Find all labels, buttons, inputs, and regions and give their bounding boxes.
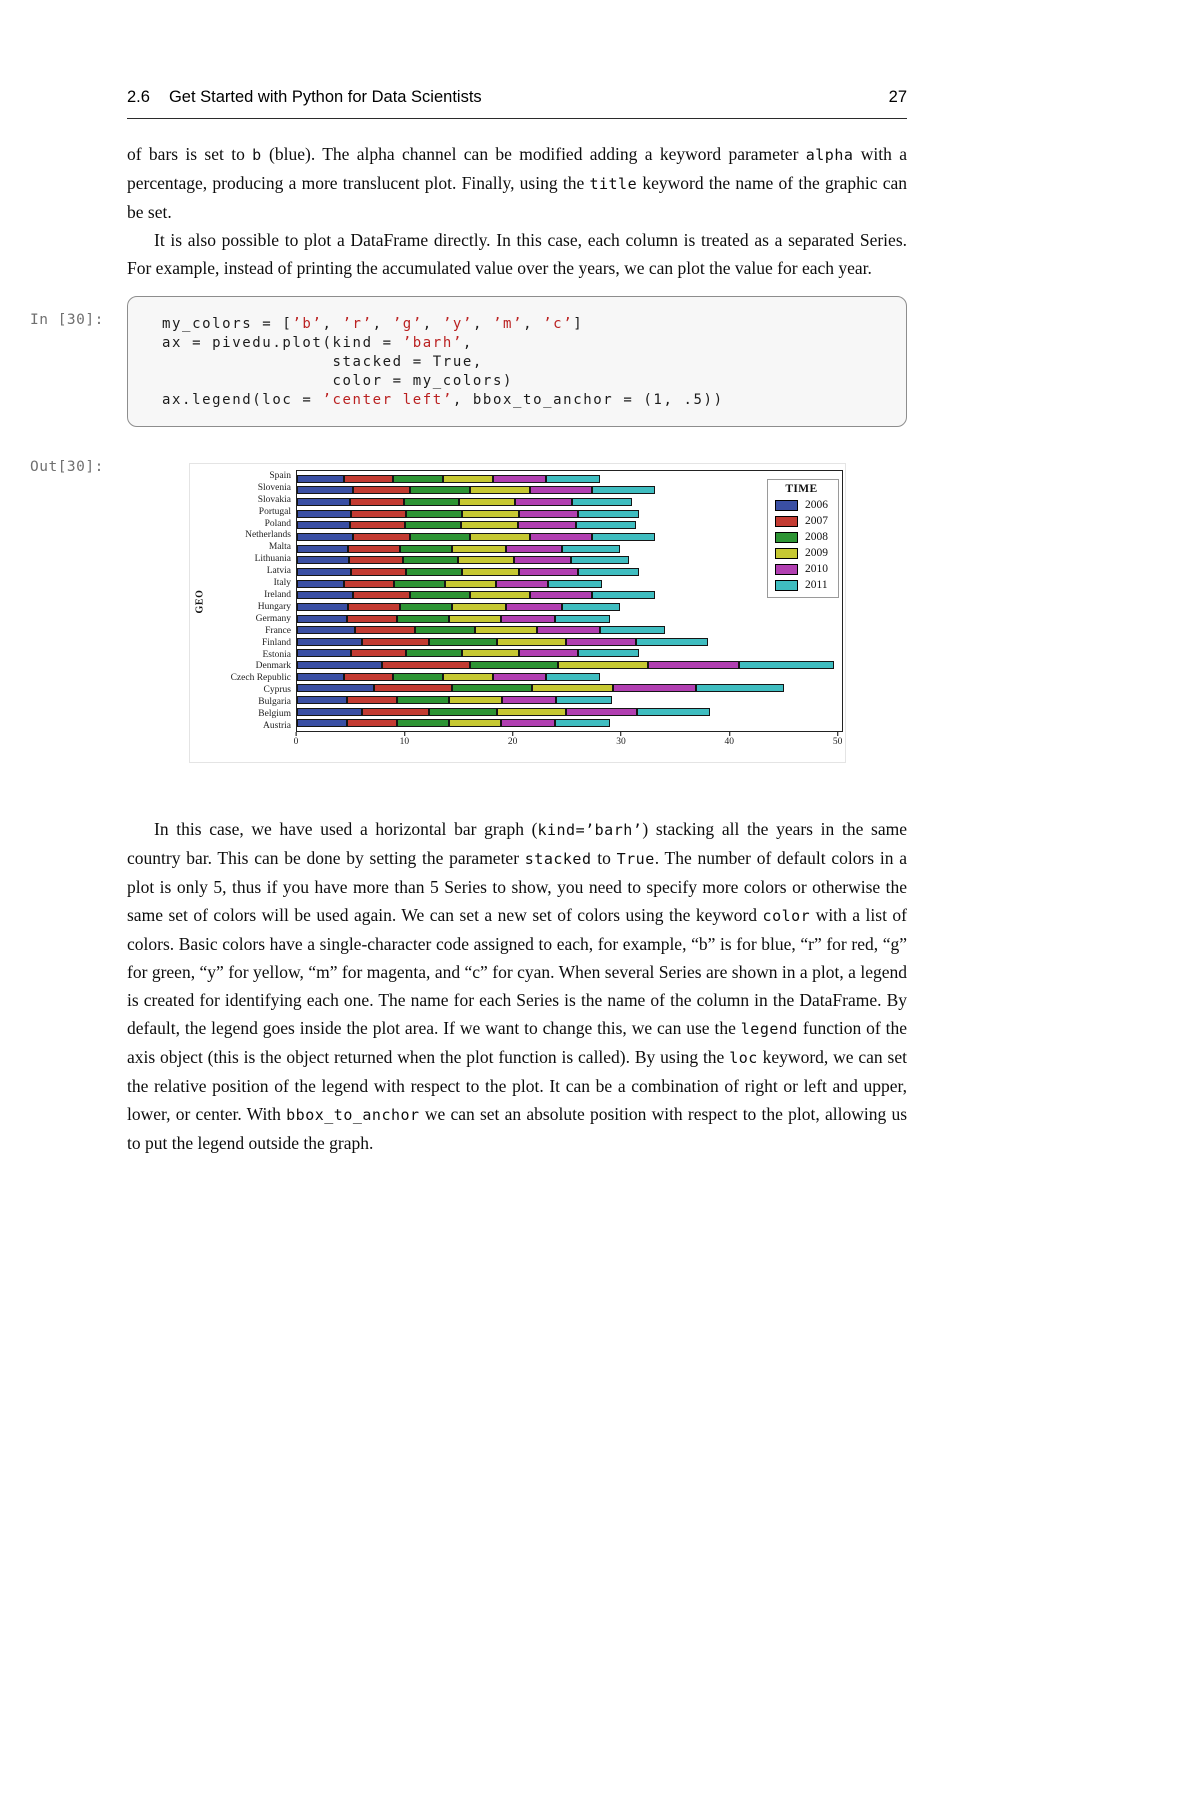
bar-segment — [530, 533, 592, 541]
legend-label: 2010 — [805, 563, 828, 575]
bar-segment — [394, 580, 445, 588]
category-label: Finland — [261, 637, 291, 648]
tick-mark — [620, 732, 621, 736]
bar-row — [297, 520, 842, 532]
bar-segment — [429, 708, 497, 716]
bar-row — [297, 554, 842, 566]
bar-segment — [350, 521, 405, 529]
bar-segment — [470, 591, 530, 599]
bar-segment — [355, 626, 414, 634]
bar-segment — [592, 486, 656, 494]
legend-swatch — [775, 580, 798, 591]
y-axis-labels — [210, 470, 296, 732]
category-label: Bulgaria — [258, 697, 291, 708]
legend-items — [775, 499, 828, 591]
stacked-bar — [297, 533, 842, 541]
bar-segment — [493, 673, 546, 681]
page-number: 27 — [888, 88, 907, 106]
bar-segment — [353, 486, 410, 494]
inline-code: alpha — [805, 146, 854, 164]
bar-segment — [406, 510, 462, 518]
text-run: keyword the name of the graphic can be set. — [127, 173, 907, 222]
bar-row — [297, 683, 842, 695]
legend-item — [775, 563, 828, 575]
bar-segment — [496, 580, 549, 588]
category-label: Hungary — [257, 601, 291, 612]
bar-segment — [462, 510, 519, 518]
chart-rows — [297, 471, 842, 731]
bar-segment — [506, 545, 562, 553]
input-cell — [30, 296, 907, 427]
bar-segment — [578, 649, 640, 657]
stacked-bar — [297, 568, 842, 576]
bar-segment — [558, 661, 648, 669]
bar-segment — [506, 603, 562, 611]
tick-label: 30 — [616, 737, 626, 747]
stacked-bar — [297, 684, 842, 692]
bar-row — [297, 717, 842, 729]
category-label: Malta — [268, 542, 291, 553]
bar-segment — [600, 626, 665, 634]
category-label: Poland — [264, 518, 291, 529]
bar-segment — [403, 556, 458, 564]
bar-segment — [400, 545, 453, 553]
stacked-bar — [297, 521, 842, 529]
bar-segment — [459, 498, 515, 506]
bar-segment — [297, 475, 344, 483]
inline-code: loc — [729, 1049, 758, 1067]
bar-segment — [648, 661, 740, 669]
bar-segment — [518, 521, 576, 529]
category-label: Austria — [263, 720, 291, 731]
bar-segment — [297, 603, 348, 611]
stacked-bar — [297, 626, 842, 634]
plot-area — [296, 470, 843, 732]
bar-segment — [562, 545, 619, 553]
x-tick — [508, 732, 518, 747]
bar-segment — [297, 673, 344, 681]
bar-segment — [613, 684, 696, 692]
category-label: Cyprus — [263, 685, 291, 696]
legend-swatch — [775, 548, 798, 559]
bar-segment — [532, 684, 613, 692]
bar-segment — [470, 661, 558, 669]
bar-segment — [297, 556, 349, 564]
text-run: we can set an absolute position with respect to the plot, allowing us to put the legend outside the graph. — [127, 1104, 907, 1153]
category-label: Germany — [255, 613, 291, 624]
bar-segment — [351, 568, 406, 576]
tick-mark — [404, 732, 405, 736]
bar-row — [297, 648, 842, 660]
bar-row — [297, 636, 842, 648]
bar-segment — [493, 475, 546, 483]
bar-segment — [347, 696, 398, 704]
bar-row — [297, 473, 842, 485]
bar-row — [297, 624, 842, 636]
category-label: Denmark — [255, 661, 291, 672]
chart-legend — [767, 479, 839, 598]
bar-segment — [637, 708, 710, 716]
stacked-bar — [297, 545, 842, 553]
running-head — [127, 88, 907, 107]
output-cell — [30, 459, 907, 763]
category-label: Belgium — [258, 709, 291, 720]
x-tick — [833, 732, 843, 747]
bar-segment — [297, 696, 347, 704]
bar-segment — [696, 684, 783, 692]
bar-row — [297, 601, 842, 613]
inline-code: color — [762, 907, 811, 925]
bar-segment — [393, 673, 443, 681]
in-prompt-label: In [30]: — [30, 312, 104, 328]
paragraph-3 — [127, 815, 907, 1157]
x-tick — [294, 732, 299, 747]
bar-segment — [475, 626, 537, 634]
legend-label: 2008 — [805, 531, 828, 543]
category-label: Netherlands — [245, 530, 291, 541]
x-axis — [293, 732, 843, 758]
legend-item — [775, 515, 828, 527]
text-run: ) stacking all the years in the same country bar. This can be done by setting the parameter — [127, 819, 908, 868]
text-run: In this case, we have used a horizontal bar graph ( — [154, 819, 538, 839]
bar-segment — [470, 486, 530, 494]
category-label: Portugal — [258, 506, 291, 517]
bar-segment — [297, 661, 382, 669]
y-axis-title-cell — [190, 470, 210, 732]
bar-segment — [297, 580, 344, 588]
bar-segment — [404, 498, 459, 506]
bar-segment — [410, 591, 469, 599]
bar-segment — [347, 719, 398, 727]
bar-segment — [353, 591, 410, 599]
inline-code: True — [616, 850, 655, 868]
bar-segment — [515, 498, 572, 506]
bar-segment — [546, 475, 600, 483]
bar-segment — [406, 649, 462, 657]
bar-row — [297, 531, 842, 543]
stacked-bar — [297, 486, 842, 494]
legend-item — [775, 579, 828, 591]
stacked-bar — [297, 603, 842, 611]
stacked-bar — [297, 661, 842, 669]
tick-label: 40 — [724, 737, 735, 747]
bar-segment — [443, 673, 494, 681]
bar-segment — [578, 568, 640, 576]
legend-label: 2006 — [805, 499, 828, 511]
bar-segment — [297, 498, 350, 506]
bar-segment — [351, 510, 406, 518]
text-run: . The number of default colors in a plot is only 5, thus if you have more than 5 Series to show, you need to specify more colors or otherwise the same set of colors will be used again. We can set a new set of colors using the keyword — [127, 848, 907, 925]
stacked-bar — [297, 638, 842, 646]
bar-segment — [739, 661, 834, 669]
bar-segment — [458, 556, 514, 564]
code-line: ax = pivedu.plot(kind = ’barh’, — [162, 335, 473, 351]
bar-segment — [449, 719, 501, 727]
bar-segment — [349, 556, 403, 564]
bar-segment — [497, 638, 566, 646]
bar-row — [297, 496, 842, 508]
bar-segment — [362, 638, 429, 646]
bar-segment — [519, 649, 577, 657]
tick-label: 0 — [293, 737, 299, 747]
text-run: with a percentage, producing a more translucent plot. Finally, using the — [127, 144, 907, 193]
bar-segment — [297, 521, 350, 529]
out-prompt-label: Out[30]: — [30, 459, 104, 475]
bar-segment — [297, 533, 353, 541]
legend-swatch — [775, 532, 798, 543]
bar-segment — [449, 696, 502, 704]
stacked-bar — [297, 615, 842, 623]
bar-row — [297, 566, 842, 578]
bar-segment — [297, 684, 374, 692]
bar-segment — [344, 580, 394, 588]
stacked-bar — [297, 475, 842, 483]
paragraph-2 — [127, 226, 907, 282]
tick-label: 10 — [399, 737, 410, 747]
text-run: It is also possible to plot a DataFrame directly. In this case, each column is treated as a separated Series. For example, instead of printing the accumulated value over the years, we can plot the value for each year. — [127, 230, 907, 278]
legend-item — [775, 499, 828, 511]
legend-swatch — [775, 500, 798, 511]
bar-segment — [562, 603, 619, 611]
bar-row — [297, 578, 842, 590]
text-run: with a list of colors. Basic colors have a single-character code assigned to each, for example, “b” is for blue, “r” for red, “g” for green, “y” for yellow, “m” for magenta, and “c” for cyan. When several Series are shown in a plot, a legend is created for identifying each one. The name for each Series is the name of the column in the DataFrame. By default, the legend goes inside the plot area. If we want to change this, we can use the — [127, 905, 907, 1038]
legend-item — [775, 547, 828, 559]
inline-code: kind=’barh’ — [537, 821, 643, 839]
category-label: Lithuania — [254, 554, 291, 565]
bar-segment — [548, 580, 602, 588]
tick-mark — [296, 732, 297, 736]
bar-segment — [452, 684, 532, 692]
category-label: France — [265, 625, 291, 636]
bar-segment — [297, 638, 362, 646]
legend-swatch — [775, 516, 798, 527]
code-box — [127, 296, 907, 427]
bar-segment — [297, 708, 362, 716]
bar-segment — [592, 533, 656, 541]
bar-segment — [297, 591, 353, 599]
bar-segment — [415, 626, 475, 634]
bar-segment — [400, 603, 453, 611]
bar-segment — [344, 673, 393, 681]
bar-segment — [429, 638, 497, 646]
bar-segment — [537, 626, 601, 634]
stacked-bar — [297, 673, 842, 681]
bar-segment — [566, 708, 637, 716]
bar-segment — [393, 475, 443, 483]
x-tick — [725, 732, 735, 747]
bar-row — [297, 694, 842, 706]
bar-segment — [555, 719, 610, 727]
bar-segment — [502, 696, 556, 704]
inline-code: title — [589, 175, 638, 193]
tick-mark — [729, 732, 730, 736]
bar-segment — [462, 649, 519, 657]
tick-label: 50 — [832, 737, 843, 747]
bar-row — [297, 508, 842, 520]
category-label: Latvia — [266, 566, 291, 577]
bar-segment — [362, 708, 429, 716]
bar-segment — [297, 568, 351, 576]
x-tick — [616, 732, 626, 747]
header-rule — [127, 118, 907, 119]
bar-segment — [445, 580, 496, 588]
y-axis-title: GEO — [194, 588, 206, 614]
inline-code: legend — [740, 1020, 798, 1038]
bar-segment — [405, 521, 461, 529]
inline-code: bbox_to_anchor — [286, 1106, 420, 1124]
bar-segment — [297, 626, 355, 634]
bar-segment — [347, 615, 398, 623]
bar-row — [297, 613, 842, 625]
bar-segment — [297, 510, 351, 518]
legend-label: 2007 — [805, 515, 828, 527]
legend-label: 2011 — [805, 579, 828, 591]
bar-segment — [576, 521, 635, 529]
bar-segment — [497, 708, 566, 716]
bar-segment — [348, 603, 400, 611]
bar-segment — [546, 673, 600, 681]
bar-segment — [410, 486, 469, 494]
bar-row — [297, 485, 842, 497]
bar-segment — [578, 510, 640, 518]
stacked-bar — [297, 708, 842, 716]
output-figure — [189, 463, 846, 763]
bar-segment — [452, 545, 506, 553]
bar-segment — [501, 615, 555, 623]
inline-code: stacked — [524, 850, 592, 868]
bar-segment — [374, 684, 453, 692]
bar-segment — [519, 510, 577, 518]
category-label: Estonia — [262, 649, 291, 660]
legend-label: 2009 — [805, 547, 828, 559]
legend-item — [775, 531, 828, 543]
bar-segment — [555, 615, 610, 623]
text-run: (blue). The alpha channel can be modified adding a keyword parameter — [261, 144, 806, 164]
stacked-bar — [297, 591, 842, 599]
bar-segment — [406, 568, 462, 576]
bar-segment — [297, 719, 347, 727]
bar-segment — [351, 649, 406, 657]
bar-segment — [297, 545, 348, 553]
bar-segment — [519, 568, 577, 576]
tick-mark — [512, 732, 513, 736]
bar-segment — [382, 661, 469, 669]
tick-mark — [837, 732, 838, 736]
bar-row — [297, 671, 842, 683]
bar-segment — [297, 649, 351, 657]
bar-segment — [443, 475, 494, 483]
bar-segment — [572, 498, 631, 506]
legend-swatch — [775, 564, 798, 575]
stacked-bar — [297, 556, 842, 564]
category-label: Spain — [269, 470, 291, 481]
bar-segment — [297, 615, 347, 623]
legend-title: TIME — [785, 483, 818, 495]
bar-segment — [353, 533, 410, 541]
code-line: my_colors = [’b’, ’r’, ’g’, ’y’, ’m’, ’c’] — [162, 316, 584, 332]
stacked-bar — [297, 580, 842, 588]
bar-segment — [397, 719, 449, 727]
stacked-bar — [297, 498, 842, 506]
text-run: to — [591, 848, 617, 868]
bar-segment — [501, 719, 555, 727]
section-heading — [127, 88, 482, 107]
bar-segment — [636, 638, 708, 646]
bar-segment — [452, 603, 506, 611]
bar-segment — [461, 521, 518, 529]
bar-segment — [397, 696, 449, 704]
bar-segment — [470, 533, 530, 541]
bar-segment — [556, 696, 612, 704]
page-content — [30, 88, 908, 1157]
category-label: Ireland — [264, 590, 291, 601]
code-line: stacked = True, — [162, 354, 483, 370]
bar-segment — [344, 475, 393, 483]
code-line: color = my_colors) — [162, 373, 514, 389]
stacked-bar — [297, 696, 842, 704]
text-run: of bars is set to — [127, 144, 253, 164]
inline-code: b — [252, 146, 262, 164]
bar-segment — [592, 591, 656, 599]
bar-segment — [530, 486, 592, 494]
section-title: Get Started with Python for Data Scientists — [168, 88, 482, 106]
tick-label: 20 — [507, 737, 518, 747]
category-label: Italy — [273, 578, 291, 589]
bar-segment — [397, 615, 449, 623]
bar-row — [297, 589, 842, 601]
bar-row — [297, 543, 842, 555]
stacked-bar — [297, 510, 842, 518]
bar-segment — [350, 498, 404, 506]
bar-segment — [449, 615, 501, 623]
category-label: Slovenia — [257, 482, 291, 493]
text-run: keyword, we can set the relative position of the legend with respect to the plot. It can be a combination of right or left and upper, lower, or center. With — [127, 1047, 907, 1124]
code-line: ax.legend(loc = ’center left’, bbox_to_anchor = (1, .5)) — [162, 392, 724, 408]
bar-row — [297, 706, 842, 718]
stacked-bar — [297, 649, 842, 657]
bar-segment — [348, 545, 400, 553]
bar-segment — [566, 638, 636, 646]
bar-segment — [514, 556, 571, 564]
stacked-barh-chart — [190, 470, 843, 758]
bar-segment — [530, 591, 592, 599]
bar-segment — [297, 486, 353, 494]
stacked-bar — [297, 719, 842, 727]
bar-segment — [462, 568, 519, 576]
x-tick — [400, 732, 410, 747]
bar-row — [297, 659, 842, 671]
section-number: 2.6 — [127, 88, 150, 106]
paragraph-1 — [127, 140, 907, 226]
bar-segment — [571, 556, 629, 564]
category-label: Czech Republic — [230, 673, 291, 684]
category-label: Slovakia — [257, 494, 291, 505]
bar-segment — [410, 533, 469, 541]
text-run: function of the axis object (this is the object returned when the plot function is called). By using the — [127, 1018, 907, 1067]
